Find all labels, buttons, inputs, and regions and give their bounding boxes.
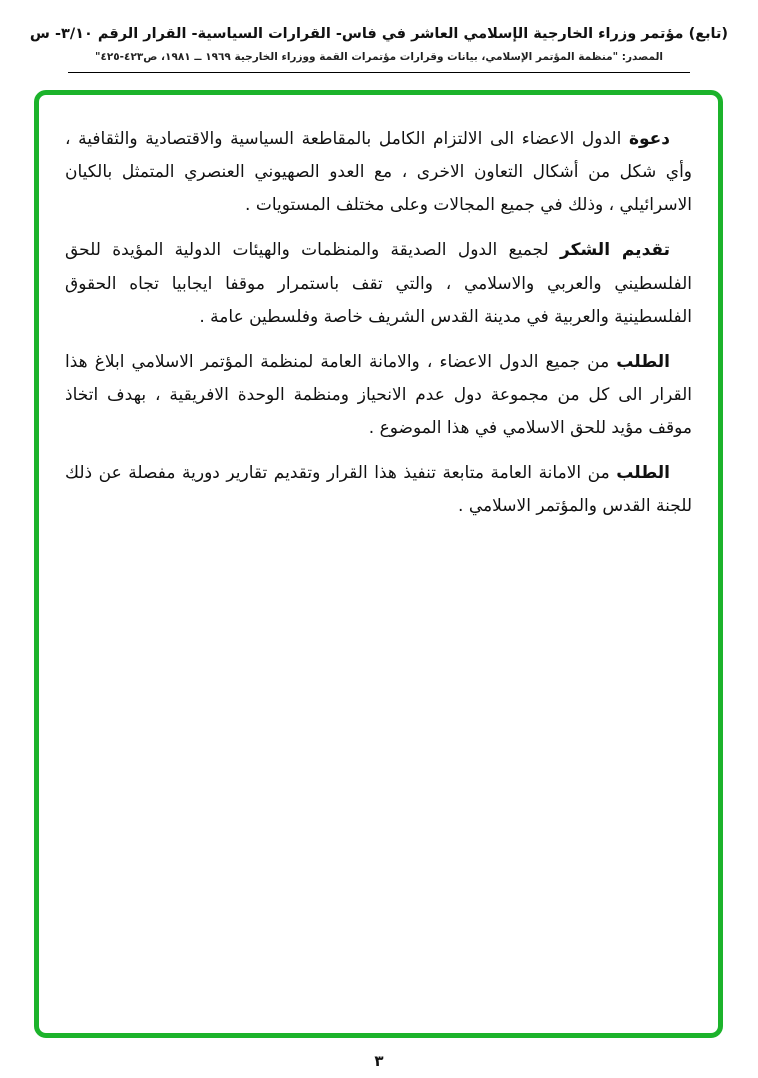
paragraph-lead: دعوة <box>628 129 670 149</box>
header-source-line: المصدر: "منظمة المؤتمر الإسلامي، بيانات وقرارات مؤتمرات القمة ووزراء الخارجية ١٩٦٩ ــ ١٩٨١، ص٤٢٣-٤٢٥" <box>94 51 664 64</box>
document-body <box>39 95 718 524</box>
document-header <box>0 0 758 73</box>
header-divider <box>68 72 690 73</box>
paragraph-thanks <box>65 234 692 333</box>
paragraph-request-notify <box>65 346 692 445</box>
paragraph-lead: الطلب <box>616 463 670 484</box>
paragraph-invitation <box>65 123 692 222</box>
paragraph-text: لجميع الدول الصديقة والمنظمات والهيئات الدولية المؤيدة للحق الفلسطيني والعربي والاسلامي ، والتي تقف باستمرار موقفا ايجابيا تجاه الحقوق الفلسطينية والعربية في مدينة القدس الشريف خاصة وفلسطين عامة . <box>65 240 692 327</box>
page-number: ٣ <box>374 1052 384 1070</box>
paragraph-text: من جميع الدول الاعضاء ، والامانة العامة لمنظمة المؤتمر الاسلامي ابلاغ هذا القرار الى كل من مجموعة دول عدم الانحياز ومنظمة الوحدة الافريقية ، بهدف اتخاذ موقف مؤيد للحق الاسلامي في هذا الموضوع . <box>65 351 692 439</box>
content-border-box <box>34 90 723 1038</box>
paragraph-lead: الطلب <box>616 351 670 372</box>
header-title: (تابع) مؤتمر وزراء الخارجية الإسلامي العاشر في فاس- القرارات السياسية- القرار الرقم ٣/١٠- س <box>29 26 729 42</box>
paragraph-text: من الامانة العامة متابعة تنفيذ هذا القرار وتقديم تقارير دورية مفصلة عن ذلك للجنة القدس والمؤتمر الاسلامي . <box>65 463 692 517</box>
paragraph-request-followup <box>65 457 692 523</box>
paragraph-text: الدول الاعضاء الى الالتزام الكامل بالمقاطعة السياسية والاقتصادية والثقافية ، وأي شكل من أشكال التعاون الاخرى ، مع العدو الصهيوني العنصري المتمثل بالكيان الاسرائيلي ، وذلك في جميع المجالات وعلى مختلف المستويات . <box>65 129 692 216</box>
paragraph-lead: تقديم الشكر <box>560 240 671 261</box>
